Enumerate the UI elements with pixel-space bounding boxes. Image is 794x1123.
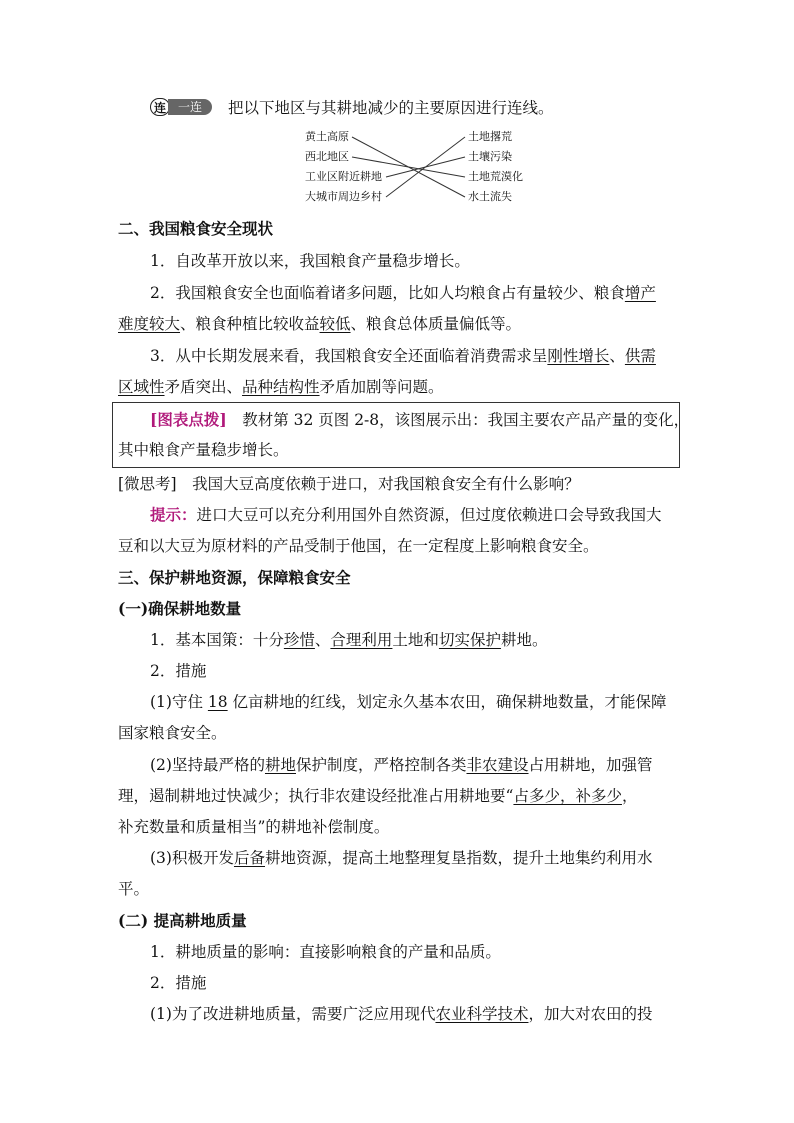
left-item: 西北地区 — [305, 150, 349, 163]
right-item: 土壤污染 — [468, 150, 512, 163]
paragraph: 2．措施 — [150, 662, 207, 680]
note-tag: [图表点拨] — [150, 410, 227, 429]
think-hint: 提示：进口大豆可以充分利用国外自然资源，但过度依赖进口会导致我国大 — [150, 505, 662, 524]
exercise-intro: 把以下地区与其耕地减少的主要原因进行连线。 — [228, 99, 554, 117]
paragraph: 1．自改革开放以来，我国粮食产量稳步增长。 — [150, 252, 470, 270]
right-item: 水土流失 — [468, 190, 512, 203]
paragraph: 1．基本国策：十分珍惜、合理利用土地和切实保护耕地。 — [150, 631, 548, 649]
section-heading: 二、我国粮食安全现状 — [118, 219, 274, 238]
paragraph: (2)坚持最严格的耕地保护制度，严格控制各类非农建设占用耕地，加强管 — [150, 756, 653, 774]
section-heading: 三、保护耕地资源，保障粮食安全 — [118, 568, 351, 587]
paragraph-cont: 难度较大、粮食种植比较收益较低、粮食总体质量偏低等。 — [118, 315, 522, 333]
left-item: 工业区附近耕地 — [305, 170, 382, 183]
left-item: 大城市周边乡村 — [305, 190, 382, 203]
hint-label: 提示： — [150, 505, 197, 524]
paragraph: (1)守住 18 亿亩耕地的红线，划定永久基本农田，确保耕地数量，才能保障 — [150, 693, 667, 711]
right-item: 土地荒漠化 — [468, 170, 523, 183]
match-line — [352, 157, 465, 177]
paragraph: 1．耕地质量的影响：直接影响粮食的产量和品质。 — [150, 943, 501, 961]
paragraph: (1)为了改进耕地质量，需要广泛应用现代农业科学技术，加大对农田的投 — [150, 1005, 653, 1023]
think-hint-cont: 豆和以大豆为原材料的产品受制于他国，在一定程度上影响粮食安全。 — [118, 537, 599, 555]
left-item: 黄土高原 — [305, 130, 349, 143]
link-icon: 连 — [150, 98, 170, 116]
match-line — [386, 137, 465, 197]
subsection-heading: (一)确保耕地数量 — [118, 599, 242, 618]
right-item: 土地撂荒 — [468, 130, 512, 143]
link-exercise-badge — [150, 98, 212, 116]
paragraph: (3)积极开发后备耕地资源，提高土地整理复垦指数，提升土地集约利用水 — [150, 849, 653, 867]
subsection-heading: (二) 提高耕地质量 — [118, 911, 247, 930]
figure-note-cont: 其中粮食产量稳步增长。 — [118, 441, 289, 459]
think-tag: [微思考] — [118, 475, 177, 493]
paragraph-cont: 区域性矛盾突出、品种结构性矛盾加剧等问题。 — [118, 378, 444, 396]
figure-note: [图表点拨] 教材第 32 页图 2-8，该图展示出：我国主要农产品产量的变化， — [150, 410, 690, 429]
paragraph-cont: 补充数量和质量相当”的耕地补偿制度。 — [118, 818, 390, 836]
paragraph: 2．措施 — [150, 974, 207, 992]
matching-diagram — [300, 125, 540, 205]
paragraph: 2．我国粮食安全也面临着诸多问题，比如人均粮食占有量较少、粮食增产 — [150, 284, 656, 302]
think-question: [微思考] 我国大豆高度依赖于进口，对我国粮食安全有什么影响？ — [118, 475, 580, 493]
paragraph: 3．从中长期发展来看，我国粮食安全还面临着消费需求呈刚性增长、供需 — [150, 347, 656, 365]
paragraph-cont: 平。 — [118, 880, 150, 898]
matching-lines — [300, 125, 540, 205]
paragraph-cont: 国家粮食安全。 — [118, 724, 227, 742]
badge-label: 一连 — [168, 99, 212, 115]
paragraph-cont: 理，遏制耕地过快减少；执行非农建设经批准占用耕地要“占多少，补多少， — [118, 787, 638, 805]
